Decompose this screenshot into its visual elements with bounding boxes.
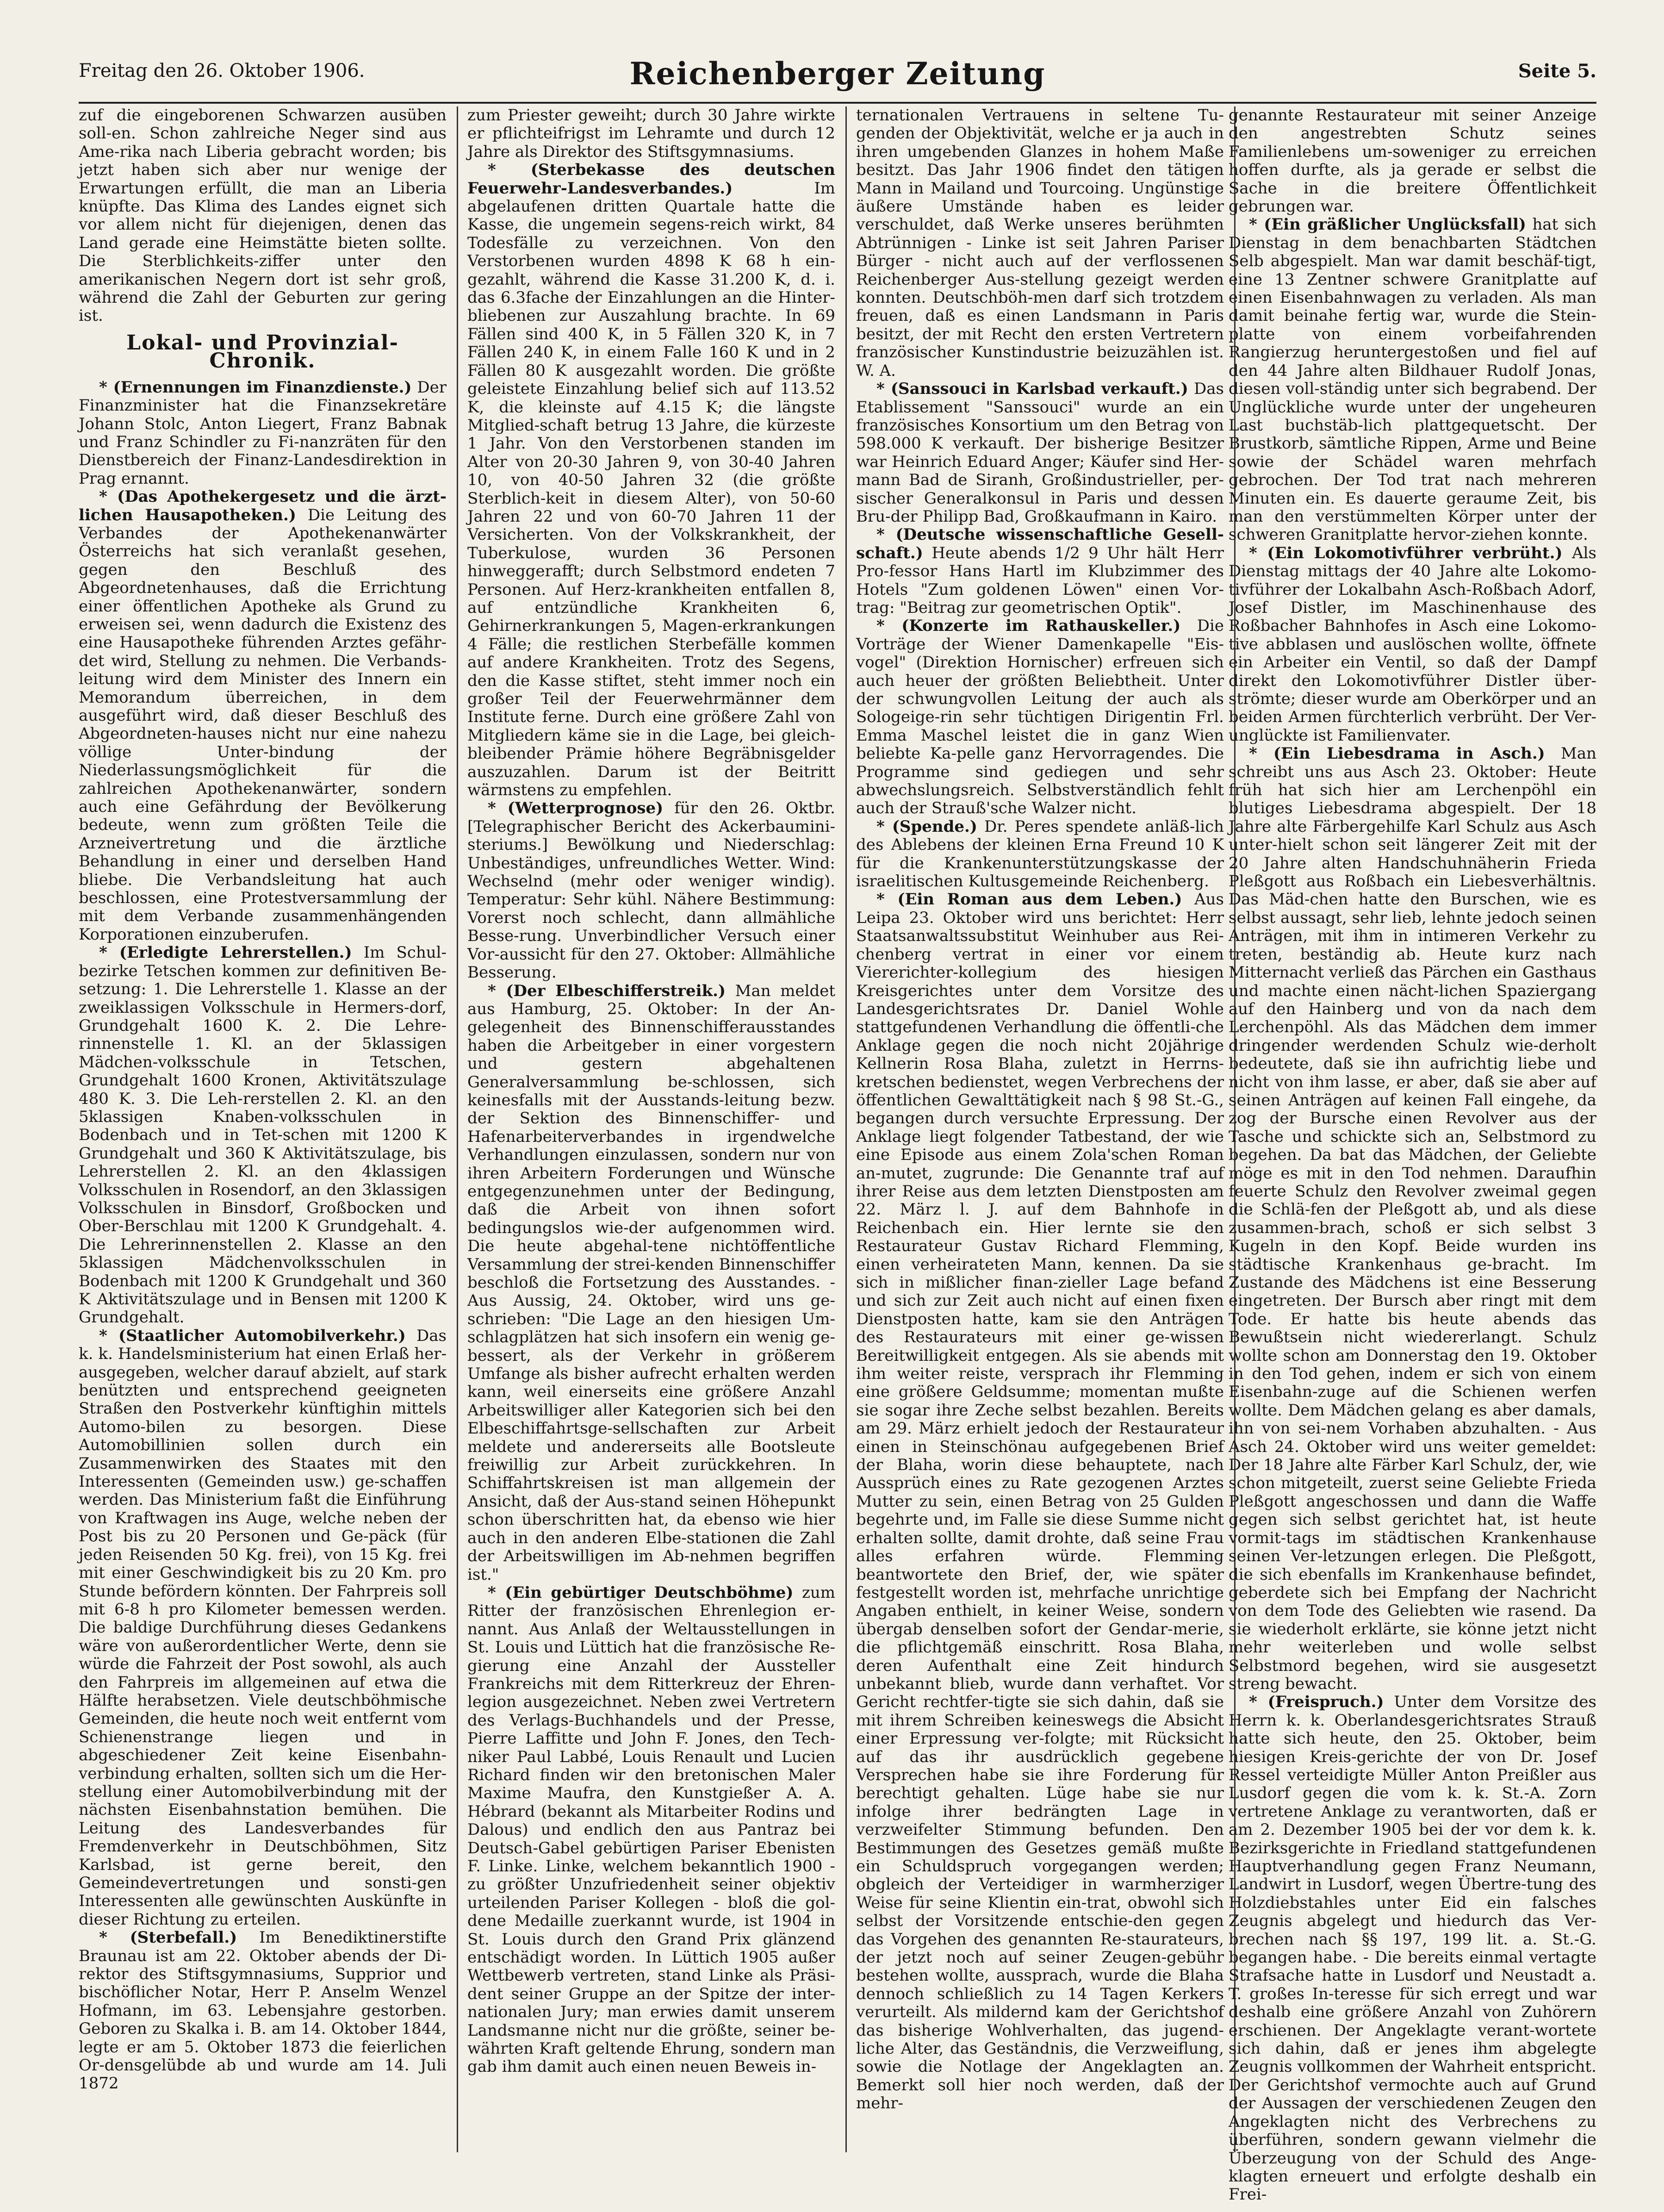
article-headline: * (Ein gebürtiger Deutschböhme): [488, 1583, 794, 1602]
article-headline: * (Ein gräßlicher Unglücksfall): [1249, 215, 1526, 234]
article-text: genannte Restaurateur mit seiner Anzeige den angestrebten Schutz seines Familienlebens um-soweniger zu erreichen hoffen durfte, als ja gerade er selbst die Sache in die breitere Öffentlichkeit gebrungen war.: [1229, 106, 1596, 216]
article-text: Heute abends 1/2 9 Uhr hält Herr Pro-fessor Hans Hartl im Klubzimmer des Hotels "Zum goldenen Löwen" einen Vor-trag: "Beitrag zur geometrischen Optik".: [856, 543, 1224, 617]
article-text: Im abgelaufenen dritten Quartale hatte die Kasse, die ungemein segens-reich wirkt, 84 Todesfälle zu verzeichnen. Von den Verstorbenen wurden 4898 K 68 h ein-gezahlt, während die Kasse 31.200 K, d. i. das 6.3fache der Einzahlungen an die Hinter-bliebenen zur Auszahlung brachte. In 69 Fällen sind 400 K, in 5 Fällen 320 K, in 7 Fällen 240 K, in einem Falle 160 K und in 2 Fällen 80 K ausgezahlt worden. Die größte geleistete Einzahlung belief sich auf 113.52 K, die kleinste auf 4.15 K; die längste Mitglied-schaft betrug 13 Jahre, die kürzeste 1 Jahr. Von den Verstorbenen standen im Alter von 20-30 Jahren 9, von 30-40 Jahren 10, von 40-50 Jahren 32 (die größte Sterblich-keit in diesem Alter), von 50-60 Jahren 22 und von 60-70 Jahren 11 der Versicherten. Von der Volkskrankheit, der Tuberkulose, wurden 36 Personen hinweggerafft; durch Selbstmord endeten 7 Personen. Auf Herz-krankheiten entfallen 8, auf entzündliche Krankheiten 6, Gehirnerkrankungen 5, Magen-erkrankungen 4 Fälle; die restlichen Sterbefälle kommen auf andere Krankheiten. Trotz des Segens, den die Kasse stiftet, steht immer noch ein großer Teil der Feuerwehrmänner dem Institute ferne. Durch eine größere Zahl von Mitgliedern käme sie in die Lage, bei gleich-bleibender Prämie höhere Begräbnisgelder auszuzahlen. Darum ist der Beitritt wärmstens zu empfehlen.: [467, 179, 835, 800]
article-paragraph: [467, 982, 835, 1584]
article-paragraph: [79, 1929, 447, 2093]
article-text: Das Etablissement "Sanssouci" wurde an ein französisches Konsortium um den Betrag von 598.000 K verkauft. Der bisherige Besitzer war Heinrich Eduard Anger; Käufer sind Her-mann Bad de Siranh, Großindustrieller, per-sischer Generalkonsul in Paris und dessen Bru-der Philipp Bad, Großkaufmann in Kairo.: [856, 380, 1224, 526]
article-paragraph: [79, 1327, 447, 1929]
article-text: Man schreibt uns aus Asch 23. Oktober: Heute früh hat sich hier am Lerchenpöhl ein blutiges Liebesdrama abgespielt. Der 18 Jahre alte Färbergehilfe Karl Schulz aus Asch unter-hielt schon seit längerer Zeit mit der 20 Jahre alten Handschuhnäherin Frieda Pleßgott aus Roßbach ein Liebesverhältnis. Das Mäd-chen hatte den Burschen, wie es selbst aussagt, sehr lieb, lehnte jedoch seinen Anträgen, mit ihm in intimeren Verkehr zu treten, beständig ab. Heute kurz nach Mitternacht verließ das Pärchen ein Gasthaus und machte einen nächt-lichen Spaziergang auf den Hainberg und von da nach dem Lerchenpöhl. Als das Mädchen dem immer dringender werdenden Schulz wie-derholt bedeutete, daß sie ihn aufrichtig liebe und nicht von ihm lasse, er aber, daß sie aber auf seinen Anträgen auf keinen Fall eingehe, da zog der Bursche einen Revolver aus der Tasche und schickte sich an, Selbstmord zu begehen. Da bat das Mädchen, der Geliebte möge es mit in den Tod nehmen. Daraufhin feuerte Schulz den Revolver zweimal gegen die Schlä-fen der Pleßgott ab, und als diese zusammen-brach, schoß er sich selbst 3 Kugeln in den Kopf. Beide wurden ins städtische Krankenhaus ge-bracht. Im Zustande des Mädchens ist eine Besserung eingetreten. Der Bursch aber ringt mit dem Tode. Er hatte bis heute abends das Bewußtsein nicht wiedererlangt. Schulz wollte schon am Donnerstag den 19. Oktober in den Tod gehen, indem er sich von einem Eisenbahn-zuge auf die Schienen werfen wollte. Dem Mädchen gelang es aber damals, ihn von sei-nem Vorhaben abzuhalten. - Aus Asch 24. Oktober wird uns weiter gemeldet: Der 18 Jahre alte Färber Karl Schulz, der, wie schon mitgeteilt, zuerst seine Geliebte Frieda Pleßgott angeschossen und dann die Waffe gegen sich selbst gerichtet hat, ist heute vormit-tags im städtischen Krankenhause seinen Ver-letzungen erlegen. Die Pleßgott, die sich ebenfalls im Krankenhause befindet, geberdete sich bei Empfang der Nachricht von dem Tode des Geliebten wie rasend. Da sie wiederholt erklärte, sie könne jetzt nicht mehr weiterleben und wolle selbst Selbstmord begehen, wird sie ausgesetzt streng bewacht.: [1229, 744, 1596, 1693]
article-paragraph: [467, 106, 835, 161]
article-headline: * (Erledigte Lehrerstellen.): [99, 943, 352, 962]
article-paragraph: [467, 799, 835, 982]
article-headline: * (Ernennungen im Finanzdienste.): [99, 378, 412, 397]
article-text: Die Leitung des Verbandes der Apothekenanwärter Österreichs hat sich veranlaßt gesehen, gegen den Beschluß des Abgeordnetenhauses, daß die Errichtung einer öffentlichen Apotheke als Grund zu erweisen sei, wenn dadurch die Existenz des eine Hausapotheke führenden Arztes gefähr-det wird, Stellung zu nehmen. Die Verbands-leitung wird dem Minister des Innern ein Memorandum überreichen, in dem ausgeführt wird, daß dieser Beschluß des Abgeordneten-hauses nicht nur eine nahezu völlige Unter-bindung der Niederlassungsmöglichkeit für die zahlreichen Apothekenanwärter, sondern auch eine Gefährdung der Bevölkerung bedeute, wenn zum größten Teile die Arzneivertretung und die ärztliche Behandlung in einer und derselben Hand bliebe. Die Verbandsleitung hat auch beschlossen, eine Protestversammlung der mit dem Verbande zusammenhängenden Korporationen einzuberufen.: [79, 505, 447, 944]
article-text: Unter dem Vorsitze des Herrn k. k. Oberlandesgerichtsrates Strauß hatte sich heute, den 25. Oktober, beim hiesigen Kreis-gerichte der von Dr. Josef Ressel verteidigte Müller Anton Preißler aus Lusdorf gegen die vom k. k. St.-A. Zorn vertretene Anklage zu verantworten, daß er am 2. Dezember 1905 bei der vor dem k. k. Bezirksgerichte in Friedland stattgefundenen Hauptverhandlung gegen Franz Neumann, Landwirt in Lusdorf, wegen Übertre-tung des Holzdiebstahles unter Eid ein falsches Zeugnis abgelegt und hiedurch das Ver-brechen nach §§ 197, 199 lit. a. St.-G. begangen habe. - Die bereits einmal vertagte Strafsache hatte in Lusdorf und Neustadt a. T. großes In-teresse für sich erregt und war deshalb eine größere Anzahl von Zuhörern erschienen. Der Angeklagte verant-wortete sich dahin, daß er jenes ihm abgelegte Zeugnis vollkommen der Wahrheit entspricht. Der Gerichtshof vermochte auch auf Grund der Aussagen der verschiedenen Zeugen den Angeklagten nicht des Verbrechens zu überführen, sondern gewann vielmehr die Überzeugung von der Schuld des Ange-klagten erneuert und erfolgte deshalb ein Frei-: [1229, 1693, 1596, 2204]
article-headline: * (Ein Liebesdrama in Asch.): [1249, 744, 1545, 763]
page-content: [79, 56, 1597, 2204]
issue-date: Freitag den 26. Oktober 1906.: [79, 60, 365, 81]
article-paragraph: [856, 526, 1224, 617]
article-text: zum Ritter der französischen Ehrenlegion er-nannt. Aus Anlaß der Weltausstellungen in St. Louis und Lüttich hat die französische Re-gierung eine Anzahl der Aussteller Frankreichs mit dem Ritterkreuz der Ehren-legion ausgezeichnet. Neben zwei Vertretern des Verlags-Buchhandels und der Presse, Pierre Laffitte und John F. Jones, den Tech-niker Paul Labbé, Louis Renault und Lucien Richard finden wir den bretonischen Maler Maxime Maufra, den Kunstgießer A. A. Hébrard (bekannt als Mitarbeiter Rodins und Dalous) und endlich den aus Pantraz bei Deutsch-Gabel gebürtigen Pariser Ebenisten F. Linke. Linke, welchem bekanntlich 1900 - zu größter Unzufriedenheit seiner objektiv urteilenden Pariser Kollegen - bloß die gol-dene Medaille zuerkannt wurde, ist 1904 in St. Louis durch den Grand Prix glänzend entschädigt worden. In Lüttich 1905 außer Wettbewerb vertreten, stand Linke als Präsi-dent seiner Gruppe an der Spitze der inter-nationalen Jury; man erwies damit unserem Landsmanne nicht nur die größte, seiner be-währten Kraft geltende Ehrung, sondern man gab ihm damit auch einen neuen Beweis in-: [467, 1583, 836, 2076]
article-text: Als Dienstag mittags der 40 Jahre alte Lokomo-tivführer der Lokalbahn Asch-Roßbach Adorf, Josef Distler, im Maschinenhause des Roßbacher Bahnhofes in Asch eine Lokomo-tive abblasen und auslöschen wollte, öffnete ein Arbeiter ein Ventil, so daß der Dampf direkt den Lokomotivführer Distler über-strömte; dieser wurde am Oberkörper und an beiden Armen fürchterlich verbrüht. Der Ver-unglückte ist Familienvater.: [1229, 543, 1596, 745]
article-paragraph: [79, 488, 447, 944]
column-rule: [845, 106, 847, 2152]
article-text: ternationalen Vertrauens in seltene Tu-genden der Objektivität, welche er ja auch in ihren umgebenden Glanzes in hohem Maße besitzt. Das Jahr 1906 findet den tätigen Mann in Mailand und Tourcoing. Ungünstige äußere Umstände haben es leider verschuldet, daß Werke unseres berühmten Abtrünnigen - Linke ist seit Jahren Pariser Bürger - nicht auch auf der verflossenen Reichenberger Aus-stellung gezeigt werden konnten. Deutschböh-men darf sich trotzdem freuen, daß es einen Landsmann in Paris besitzt, der mit Recht den ersten Vertretern französischer Kunstindustrie beizuzählen ist. W. A.: [856, 106, 1224, 380]
article-paragraph: [856, 818, 1224, 891]
newspaper-title: Reichenberger Zeitung: [629, 56, 1046, 92]
column-1: [79, 106, 447, 2152]
article-headline: * (Sterbefall.): [99, 1928, 237, 1947]
text-columns: [79, 106, 1597, 2204]
article-paragraph: [467, 161, 835, 799]
article-text: zum Priester geweiht; durch 30 Jahre wirkte er pflichteifrigst im Lehramte und durch 12 Jahre als Direktor des Stiftsgymnasiums.: [467, 106, 835, 161]
article-headline: * (Wetterprognose): [488, 799, 664, 818]
article-text: für den 26. Oktbr. [Telegraphischer Bericht des Ackerbaumini-steriums.] Bewölkung und Niederschlag: Unbeständiges, unfreundliches Wetter. Wind: Wechselnd (mehr oder weniger windig). Temperatur: Sehr kühl. Nähere Bestimmung: Vorerst noch schlecht, dann allmähliche Besse-rung. Unverbindlicher Versuch einer Vor-aussicht für den 27. Oktober: Allmähliche Besserung.: [467, 799, 835, 982]
article-headline: * (Sanssouci in Karlsbad verkauft.): [876, 380, 1188, 399]
article-paragraph: [856, 380, 1224, 526]
article-paragraph: [79, 944, 447, 1327]
page-number: Seite 5.: [1518, 60, 1596, 82]
article-paragraph: [856, 891, 1224, 2112]
article-headline: * (Deutsche wissenschaftliche Gesell-schaft.): [856, 525, 1224, 562]
column-4: [1229, 106, 1597, 2204]
article-paragraph: [856, 106, 1224, 380]
page-header: [79, 56, 1596, 104]
article-paragraph: [1229, 106, 1596, 216]
article-paragraph: [79, 106, 447, 325]
article-paragraph: [467, 1584, 835, 2076]
section-heading: Lokal- und Provinzial-Chronik.: [126, 330, 399, 373]
article-headline: * (Ein Roman aus dem Leben.): [876, 890, 1182, 909]
column-3: [856, 106, 1224, 2152]
article-text: hat sich Dienstag in dem benachbarten Städtchen Selb abgespielt. Man war damit beschäf-tigt, eine 13 Zentner schwere Granitplatte auf einen Eisenbahnwagen zu verladen. Als man damit beinahe fertig war, wurde die Stein-platte von einem vorbeifahrenden Rangierzug heruntergestoßen und fiel auf den 44 Jahre alten Bildhauer Rudolf Jonas, diesen voll-ständig unter sich begrabend. Der Unglückliche wurde unter der ungeheuren Last buchstäb-lich plattgequetscht. Der Brustkorb, sämtliche Rippen, Arme und Beine sowie der Schädel waren mehrfach gebrochen. Der Tod trat nach mehreren Minuten ein. Es dauerte geraume Zeit, bis man den verstümmelten Körper unter der schweren Granitplatte hervor-ziehen konnte.: [1229, 215, 1597, 544]
article-headline: * (Der Elbeschifferstreik.): [488, 981, 726, 1000]
article-text: Dr. Peres spendete anläß-lich des Ablebens der kleinen Erna Freund 10 K für die Krankenunterstützungskasse der israelitischen Kultusgemeinde Reichenberg.: [856, 817, 1224, 891]
article-paragraph: [1229, 544, 1596, 745]
column-rule: [457, 106, 458, 2152]
article-text: Das k. k. Handelsministerium hat einen Erlaß her-ausgegeben, welcher darauf abzielt, auf stark benützten und entsprechend geeigneten Straßen den Postverkehr künftighin mittels Automo-bilen zu besorgen. Diese Automobillinien sollen durch ein Zusammenwirken des Staates mit den Interessenten (Gemeinden usw.) ge-schaffen werden. Das Ministerium faßt die Einführung von Kraftwagen ins Auge, welche neben der Post bis zu 20 Personen und Ge-päck (für jeden Reisenden 50 Kg. frei), von 15 Kg. frei mit einer Geschwindigkeit bis zu 20 Km. pro Stunde befördern könnten. Der Fahrpreis soll mit 6-8 h pro Kilometer bemessen werden. Die baldige Durchführung dieses Gedankens wäre von außerordentlicher Werte, denn sie würde die Fahrzeit der Post sowohl, als auch den Fahrpreis im allgemeinen auf etwa die Hälfte herabsetzen. Viele deutschböhmische Gemeinden, die heute noch weit entfernt vom Schienenstrange liegen und in abgeschiedener Zeit keine Eisenbahn-verbindung erhalten, sollten sich um die Her-stellung einer Automobilverbindung mit der nächsten Eisenbahnstation bemühen. Die Leitung des Landesverbandes für Fremdenverkehr in Deutschböhmen, Sitz Karlsbad, ist gerne bereit, den Gemeindevertretungen und sonsti-gen Interessenten alle gewünschten Auskünfte in dieser Richtung zu erteilen.: [79, 1326, 447, 1929]
article-paragraph: [1229, 1693, 1596, 2204]
article-headline: * (Spende.): [876, 817, 977, 836]
article-text: zuf die eingeborenen Schwarzen ausüben soll-en. Schon zahlreiche Neger sind aus Ame-rika nach Liberia gebracht worden; bis jetzt haben sich aber nur wenige der Erwartungen erfüllt, die man an Liberia knüpfte. Das Klima des Landes eignet sich vor allem nicht für diejenigen, denen das Land gerade eine Heimstätte bieten sollte. Die Sterblichkeits-ziffer unter den amerikanischen Negern dort ist sehr groß, während die Zahl der Geburten zur gering ist.: [79, 106, 447, 325]
article-text: Im Benediktinerstifte Braunau ist am 22. Oktober abends der Di-rektor des Stiftsgymnasiums, Supprior und bischöflicher Notar, Herr P. Anselm Wenzel Hofmann, im 63. Lebensjahre gestorben. Geboren zu Skalka i. B. am 14. Oktober 1844, legte er am 5. Oktober 1873 die feierlichen Or-densgelübde ab und wurde am 14. Juli 1872: [79, 1928, 447, 2093]
article-paragraph: [1229, 216, 1596, 544]
article-headline: * (Ein Lokomotivführer verbrüht.): [1249, 543, 1563, 562]
article-headline: * (Staatlicher Automobilverkehr.): [99, 1326, 406, 1345]
article-text: Der Finanzminister hat die Finanzsekretäre Johann Stolc, Anton Liegert, Franz Babnak und Franz Schindler zu Fi-nanzräten für den Dienstbereich der Finanz-Landesdirektion in Prag ernannt.: [79, 378, 447, 488]
article-text: Im Schul-bezirke Tetschen kommen zur definitiven Be-setzung: 1. Die Lehrerstelle 1. Klasse an der zweiklassigen Volksschule in Hermers-dorf, Grundgehalt 1600 K. 2. Die Lehre-rinnenstelle 1. Kl. an der 5klassigen Mädchen-volksschule in Tetschen, Grundgehalt 1600 Kronen, Aktivitätszulage 480 K. 3. Die Leh-rerstellen 2. Kl. an den 5klassigen Knaben-volksschulen in Bodenbach und in Tet-schen mit 1200 K Grundgehalt und 360 K Aktivitätszulage, bis Lehrerstellen 2. Kl. an den 4klassigen Volksschulen in Rosendorf, an den 3klassigen Volksschulen in Binsdorf, Großbocken und Ober-Berschlau mit 1200 K Grundgehalt. 4. Die Lehrerinnenstellen 2. Klasse an den 5klassigen Mädchenvolksschulen in Bodenbach mit 1200 K Grundgehalt und 360 K Aktivitätszulage und in Bensen mit 1200 K Grundgehalt.: [79, 943, 447, 1327]
article-headline: * (Das Apothekergesetz und die ärzt-lichen Hausapotheken.): [79, 487, 447, 524]
article-headline: * (Freispruch.): [1249, 1693, 1384, 1712]
article-paragraph: [1229, 745, 1596, 1693]
article-text: Man meldet aus Hamburg, 25. Oktober: In der An-gelegenheit des Binnenschifferausstandes haben die Arbeitgeber in einer vorgestern und gestern abgehaltenen Generalversammlung be-schlossen, sich keinesfalls mit der Ausstands-leitung bezw. der Sektion des Binnenschiffer- und Hafenarbeiterverbandes in irgendwelche Verhandlungen einzulassen, sondern nur von ihren Arbeitern Forderungen und Wünsche entgegenzunehmen unter der Bedingung, daß die Arbeit von ihnen sofort bedingungslos wie-der aufgenommen wird. Die heute abgehal-tene nichtöffentliche Versammlung der strei-kenden Binnenschiffer beschloß die Fortsetzung des Ausstandes. - Aus Aussig, 24. Oktober, wird uns ge-schrieben: "Die Lage an den hiesigen Um-schlagplätzen hat sich insofern ein wenig ge-bessert, als der Verkehr in größerem Umfange als bisher aufrecht erhalten werden kann, weil einerseits eine größere Anzahl Arbeitswilliger aller Kategorien sich bei den Elbeschiffahrtsge-sellschaften zur Arbeit meldete und andererseits alle Bootsleute freiwillig zur Arbeit zurückkehren. In Schiffahrtskreisen ist man allgemein der Ansicht, daß der Aus-stand seinen Höhepunkt schon überschritten hat, da ebenso wie hier auch in den anderen Elbe-stationen die Zahl der Arbeitswilligen im Ab-nehmen begriffen ist.": [467, 981, 835, 1584]
article-text: Aus Leipa 23. Oktober wird uns berichtet: Herr Staatsanwaltssubstitut Weinhuber aus Rei-chenberg vertrat in einer vor einem Viererichter-kollegium des hiesigen Kreisgerichtes unter dem Vorsitze des Landesgerichtsrates Dr. Daniel Wohle stattgefundenen Verhandlung die öffentli-che Anklage gegen die noch nicht 20jährige Kellnerin Rosa Blaha, zuletzt in Herrns-kretschen bedienstet, wegen Verbrechens der öffentlichen Gewalttätigkeit nach § 98 St.-G., begangen durch versuchte Erpressung. Der Anklage liegt folgender Tatbestand, der wie eine Episode aus einem Zola'schen Roman an-mutet, zugrunde: Die Genannte traf auf ihrer Reise aus dem letzten Dienstposten am 22. März l. J. auf dem Bahnhofe in Reichenbach ein. Hier lernte sie den Restaurateur Gustav Richard Flemming, einen verheirateten Mann, kennen. Da sie sich in mißlicher finan-zieller Lage befand und sich zur Zeit auch nicht auf einen fixen Dienstposten hatte, kam sie den Anträgen des Restaurateurs mit einer ge-wissen Bereitwilligkeit entgegen. Als sie abends mit ihm weiter reiste, versprach ihr Flemming eine größere Geldsumme; momentan mußte sie sogar ihre Zeche selbst bezahlen. Bereits am 29. März erhielt jedoch der Restaurateur einen in Steinschönau aufgegebenen Brief der Blaha, worin diese behauptete, nach Aussprüch eines zu Rate gezogenen Arztes Mutter zu sein, einen Betrag von 25 Gulden begehrte und, im Falle sie diese Summe nicht erhalten sollte, damit drohte, daß seine Frau alles erfahren würde. Flemming beantwortete den Brief, der, wie später festgestellt worden ist, mehrfache unrichtige Angaben enthielt, in keiner Weise, sondern übergab denselben sofort der Gendar-merie, die pflichtgemäß einschritt. Rosa Blaha, deren Aufenthalt eine Zeit hindurch unbekannt blieb, wurde dann verhaftet. Vor Gericht rechtfer-tigte sie sich dahin, daß sie mit ihrem Schreiben keineswegs die Absicht einer Erpressung ver-folgte; mit Rücksicht auf das ihr ausdrücklich gegebene Versprechen habe sie ihre Forderung für berechtigt gehalten. Lüge habe sie nur infolge ihrer bedrängten Lage in verzweifelter Stimmung befunden. Den Bestimmungen des Gesetzes gemäß mußte ein Schuldspruch vorgegangen werden; obgleich der Verteidiger in warmherziger Weise für seine Klientin ein-trat, obwohl sich selbst der Vorsitzende entschie-den gegen das Vorgehen des genannten Re-staurateurs, der jetzt noch auf seiner Zeugen-gebühr bestehen wollte, aussprach, wurde die Blaha dennoch schließlich zu 14 Tagen Kerkers verurteilt. Als mildernd kam der Gerichtshof das bisherige Wohlverhalten, das jugend-liche Alter, das Geständnis, die Verzweiflung, sowie die Notlage der Angeklagten an. Bemerkt soll hier noch werden, daß der mehr-: [856, 890, 1224, 2113]
article-text: Die Vorträge der Wiener Damenkapelle "Eis-vogel" (Direktion Hornischer) erfreuen sich auch heuer der größten Beliebtheit. Unter der schwungvollen Leitung der auch als Sologeige-rin sehr tüchtigen Dirigentin Frl. Emma Maschel leistet die in ganz Wien beliebte Ka-pelle ganz Hervorragendes. Die Programme sind gediegen und sehr abwechslungsreich. Selbstverständlich fehlt auch der Strauß'sche Walzer nicht.: [856, 617, 1224, 818]
article-headline: * (Konzerte im Rathauskeller.): [876, 617, 1181, 636]
article-headline: * (Sterbekasse des deutschen Feuerwehr-Landesverbandes.): [467, 161, 835, 198]
column-2: [467, 106, 835, 2152]
article-paragraph: [79, 379, 447, 488]
article-paragraph: [856, 617, 1224, 817]
